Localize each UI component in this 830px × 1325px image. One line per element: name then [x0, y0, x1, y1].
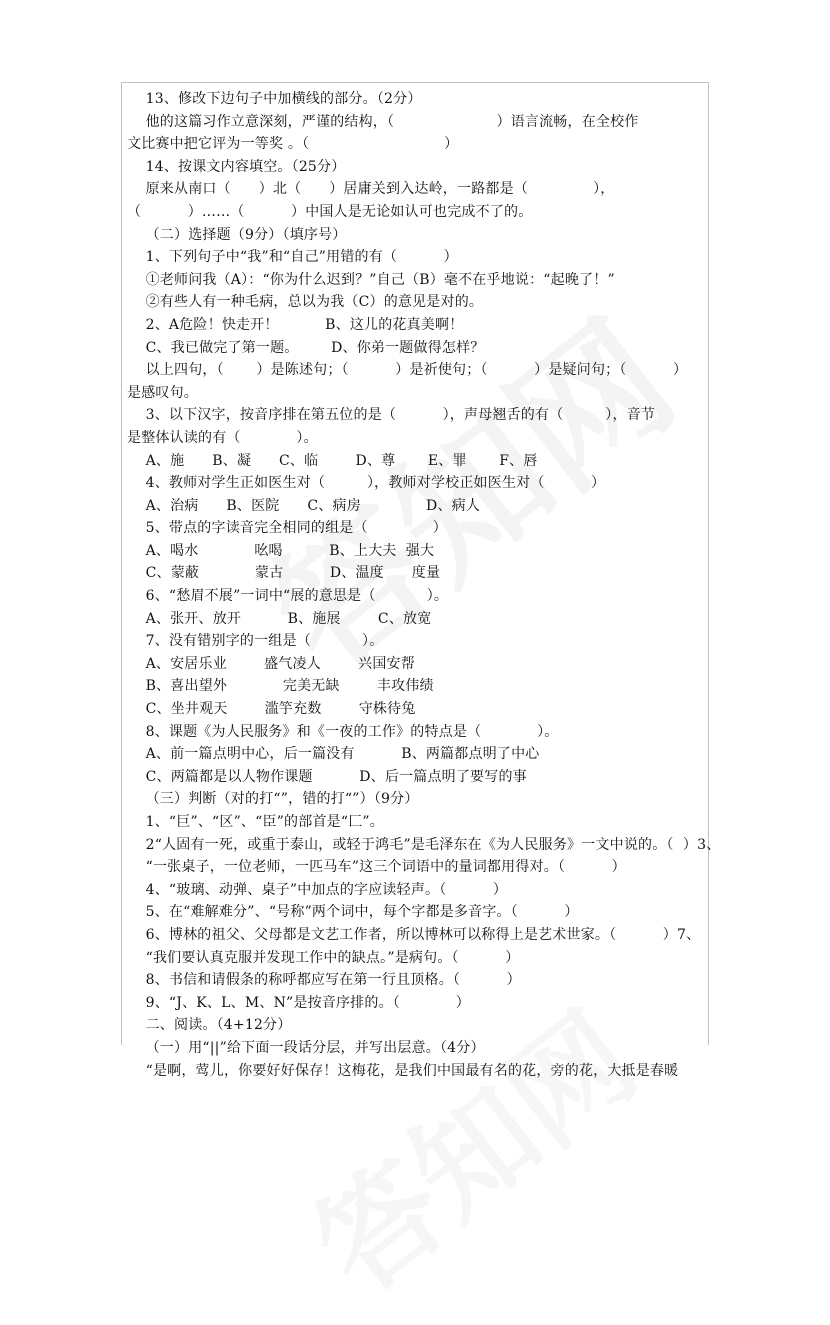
text-line: 1、“巨”、“区”、“臣”的部首是“匚”。 [127, 814, 384, 830]
text-line: 二、阅读。（4+12分） [127, 1017, 292, 1034]
text-line: 4、教师对学生正如医生对（ ），教师对学校正如医生对（ ） [127, 475, 606, 492]
text-line: 2、A危险！快走开！ B、这儿的花真美啊！ [127, 316, 464, 333]
text-line: A、喝水 吆喝 B、上大夫 强大 [127, 542, 435, 559]
text-line: （ ）……（ ）中国人是无论如认可也完成不了的。 [127, 203, 533, 220]
text-line: 4、“玻璃、动弹、桌子”中加点的字应读轻声。（ ） [127, 881, 508, 898]
text-line: ①老师问我（A）：“你为什么迟到？”自己（B）毫不在乎地说：“起晚了！” [127, 271, 615, 288]
text-line: A、施 B、凝 C、临 D、尊 E、罪 F、唇 [127, 452, 538, 469]
text-line: 以上四句，（ ）是陈述句；（ ）是祈使句；（ ）是疑问句；（ ） [127, 362, 688, 379]
text-line: 14、按课文内容填空。（25分） [127, 158, 346, 175]
text-line: 2“人固有一死，或重于泰山，或轻于鸿毛”是毛泽东在《为人民服务》一文中说的。（ ）3、 [127, 836, 721, 853]
text-line: 原来从南口（ ）北（ ）居庸关到入达岭，一路都是（ ）， [127, 181, 615, 198]
text-line: B、喜出望外 完美无缺 丰攻伟绩 [127, 678, 434, 695]
text-line: “是啊，莺儿，你要好好保存！这梅花，是我们中国最有名的花，旁的花，大抵是春暖 [127, 1062, 679, 1079]
text-line: 1、下列句子中“我”和“自己”用错的有（ ） [127, 249, 458, 266]
text-line: C、蒙蔽 蒙古 D、温度 度量 [127, 565, 441, 582]
text-line: A、前一篇点明中心，后一篇没有 B、两篇都点明了中心 [127, 746, 540, 763]
text-line: 是感叹句。 [127, 384, 198, 401]
text-line: A、安居乐业 盛气凌人 兴国安帮 [127, 655, 415, 672]
text-line: A、治病 B、医院 C、病房 D、病人 [127, 497, 481, 514]
text-line: C、坐井观天 滥竽充数 守株待兔 [127, 701, 416, 718]
text-line: 13、修改下边句子中加横线的部分。（2分） [127, 91, 422, 107]
text-line: 8、书信和请假条的称呼都应写在第一行且顶格。（ ） [127, 972, 521, 989]
text-line: 是整体认读的有（ ）。 [127, 429, 318, 446]
text-line: 6、“愁眉不展”一词中“展的意思是（ ）。 [127, 588, 449, 605]
text-line: （一）用“||”给下面一段话分层，并写出层意。（4分） [127, 1039, 485, 1056]
text-line: A、张开、放开 B、施展 C、放宽 [127, 610, 432, 627]
text-line: C、我已做完了第一题。 D、你弟一题做得怎样？ [127, 339, 485, 356]
text-line: 文比赛中把它评为一等奖 。（ ） [127, 136, 459, 153]
text-line: 他的这篇习作立意深刻，严谨的结构，（ ）语言流畅，在全校作 [127, 113, 639, 130]
text-line: “我们要认真克服并发现工作中的缺点。”是病句。（ ） [127, 949, 520, 966]
text-line: “一张桌子，一位老师，一匹马车”这三个词语中的量词都用得对。（ ） [127, 859, 626, 876]
text-line: 8、课题《为人民服务》和《一夜的工作》的特点是（ ）。 [127, 723, 559, 740]
text-line: （二）选择题（9分）（填序号） [127, 226, 347, 243]
text-line: 5、带点的字读音完全相同的组是（ ） [127, 520, 448, 537]
text-line: （三）判断（对的打“”，错的打“”）（9分） [127, 791, 419, 808]
text-line: ②有些人有一种毛病，总以为我（C）的意见是对的。 [127, 294, 484, 311]
exam-content [127, 88, 721, 1082]
text-line: 3、以下汉字，按音序排在第五位的是（ ），声母翘舌的有（ ），音节 [127, 407, 656, 424]
text-line: 7、没有错别字的一组是（ ）。 [127, 633, 384, 650]
text-line: 9、“J、K、L、M、N”是按音序排的。（ ） [127, 994, 470, 1011]
text-line: 6、博林的祖父、父母都是文艺工作者，所以博林可以称得上是艺术世家。（ ）7、 [127, 926, 701, 943]
text-line: C、两篇都是以人物作课题 D、后一篇点明了要写的事 [127, 768, 527, 785]
text-line: 5、在“难解难分”、“号称”两个词中，每个字都是多音字。（ ） [127, 904, 579, 921]
